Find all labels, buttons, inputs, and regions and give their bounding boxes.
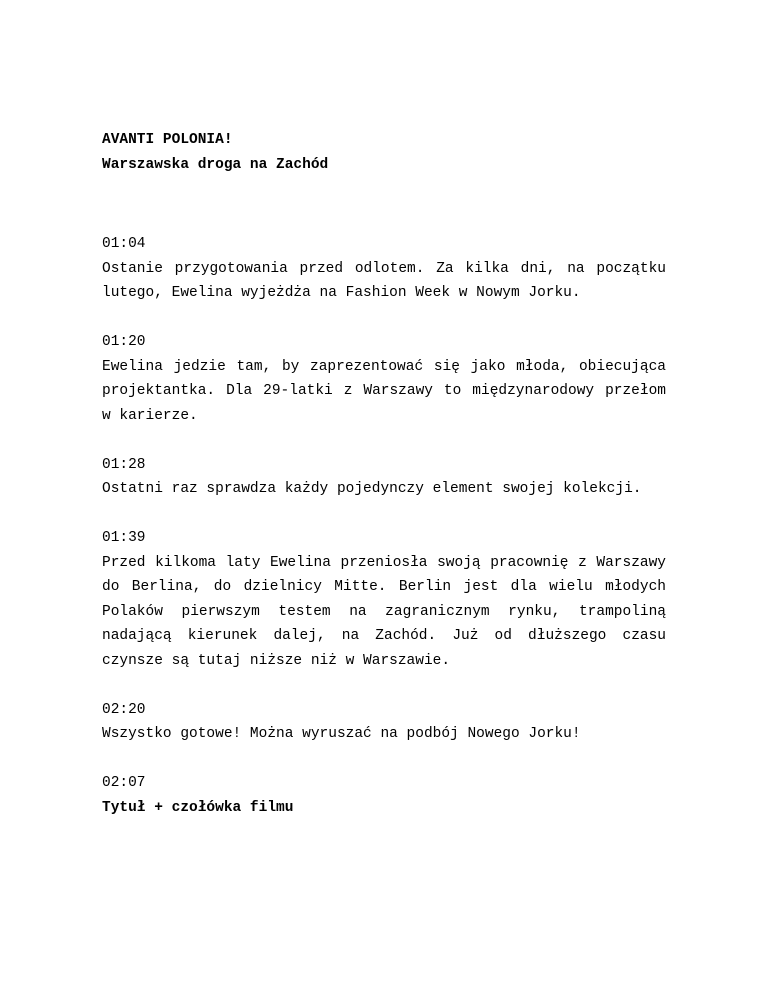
script-segment [102, 526, 666, 673]
timecode: 01:39 [102, 530, 146, 546]
segment-text: Ostanie przygotowania przed odlotem. Za kilka dni, na początku lutego, Ewelina wyjeżdża na Fashion Week w Nowym Jorku. [102, 260, 666, 301]
document-page [102, 128, 666, 845]
segment-text: Ewelina jedzie tam, by zaprezentować się jako młoda, obiecująca projektantka. Dla 29-latki z Warszawy to międzynarodowy przełom w karierze. [102, 358, 666, 424]
timecode: 02:20 [102, 701, 146, 718]
segment-text: Przed kilkoma laty Ewelina przeniosła swoją pracownię z Warszawy do Berlina, do dzielnicy Mitte. Berlin jest dla wielu młodych Polaków pierwszym testem na zagranicznym rynku, trampoliną nadającą kierunek dalej, na Zachód. Już od dłuższego czasu czynsze są tutaj niższe niż w Warszawie. [102, 554, 666, 669]
script-segment [102, 232, 666, 306]
segment-text: Wszystko gotowe! Można wyruszać na podbój Nowego Jorku! [102, 726, 581, 742]
script-segment [102, 698, 666, 747]
timecode: 01:20 [102, 334, 146, 350]
script-segment [102, 330, 666, 428]
document-subtitle: Warszawska droga na Zachód [102, 156, 329, 173]
segment-text: Ostatni raz sprawdza każdy pojedynczy element swojej kolekcji. [102, 481, 642, 497]
script-segment [102, 771, 666, 820]
document-title: AVANTI POLONIA! [102, 132, 233, 148]
script-segment [102, 453, 666, 502]
timecode: 01:28 [102, 456, 146, 473]
segment-text: Tytuł + czołówka filmu [102, 799, 294, 816]
timecode: 02:07 [102, 775, 146, 791]
timecode: 01:04 [102, 236, 146, 252]
